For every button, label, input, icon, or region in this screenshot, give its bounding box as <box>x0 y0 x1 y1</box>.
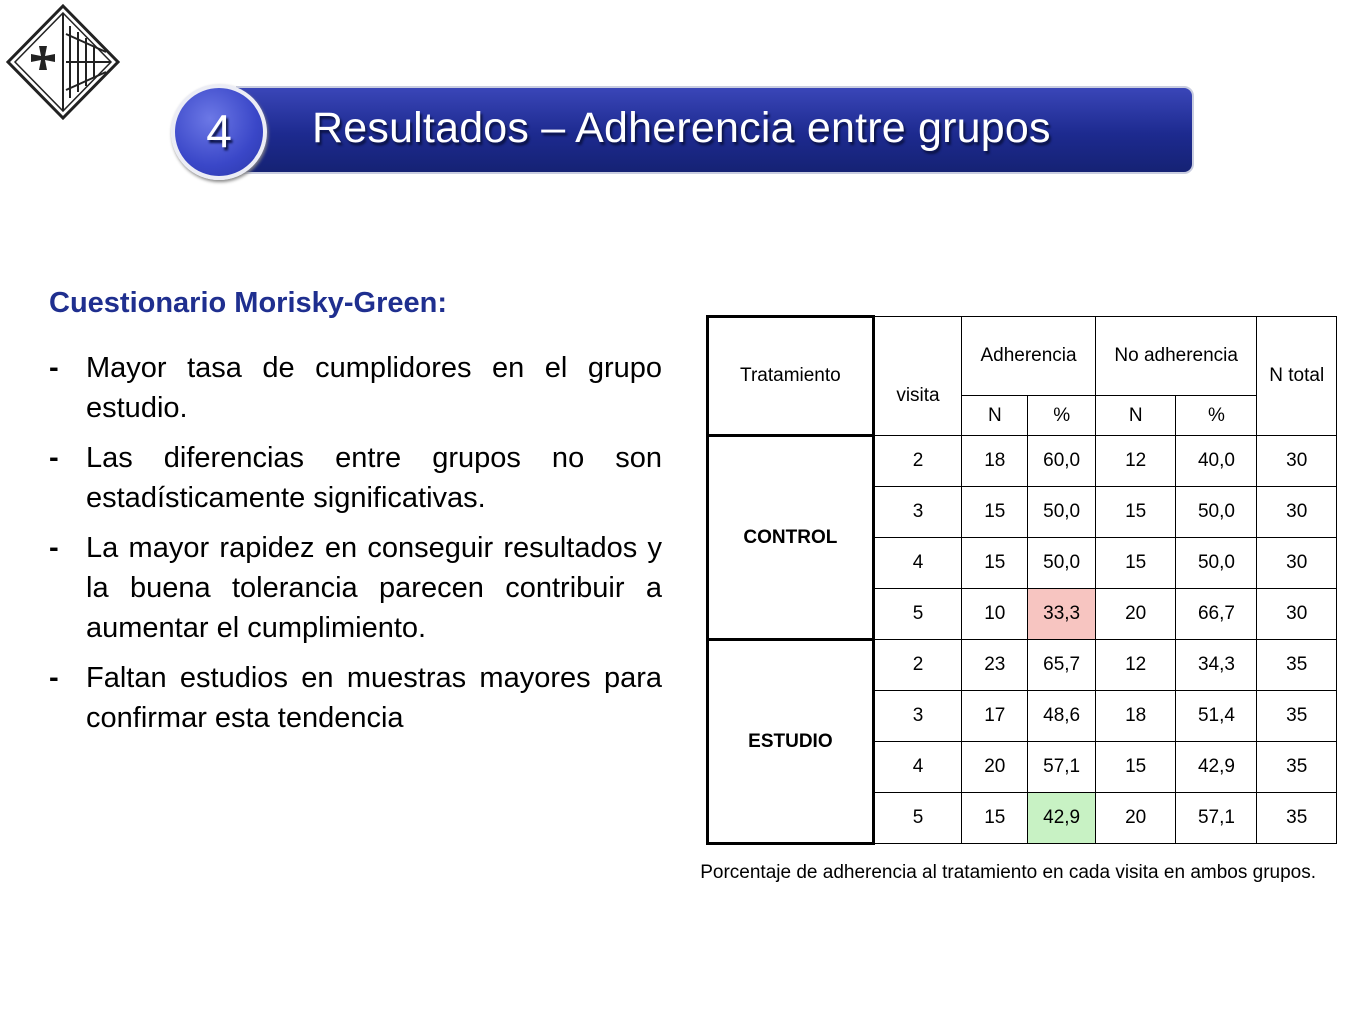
cell-total: 30 <box>1257 538 1337 589</box>
cell-adh-pct: 50,0 <box>1028 538 1095 589</box>
cell-adh-n: 23 <box>962 640 1028 691</box>
cell-no-pct: 51,4 <box>1176 691 1257 742</box>
header-adh-n: N <box>962 396 1028 436</box>
header-adherencia: Adherencia <box>962 317 1096 396</box>
cell-no-pct: 66,7 <box>1176 589 1257 640</box>
cell-no-n: 18 <box>1095 691 1176 742</box>
cell-adh-pct: 57,1 <box>1028 742 1095 793</box>
cell-adh-n: 15 <box>962 538 1028 589</box>
cell-total: 35 <box>1257 793 1337 844</box>
cell-no-n: 15 <box>1095 487 1176 538</box>
cell-adh-pct: 48,6 <box>1028 691 1095 742</box>
cell-total: 30 <box>1257 589 1337 640</box>
section-heading: Cuestionario Morisky-Green: <box>49 287 448 319</box>
bullet-item <box>49 438 662 518</box>
cell-no-pct: 40,0 <box>1176 436 1257 487</box>
cell-no-n: 15 <box>1095 742 1176 793</box>
slide-number: 4 <box>206 105 232 157</box>
cell-adh-pct: 50,0 <box>1028 487 1095 538</box>
cell-no-pct: 50,0 <box>1176 487 1257 538</box>
slide-title: Resultados – Adherencia entre grupos <box>312 104 1051 152</box>
cell-no-pct: 57,1 <box>1176 793 1257 844</box>
cell-no-pct: 42,9 <box>1176 742 1257 793</box>
cell-adh-n: 18 <box>962 436 1028 487</box>
cell-no-pct: 50,0 <box>1176 538 1257 589</box>
header-tratamiento: Tratamiento <box>708 317 874 436</box>
cell-adh-n: 10 <box>962 589 1028 640</box>
table-row <box>708 640 1337 691</box>
adherence-table <box>706 315 1337 845</box>
cell-total: 30 <box>1257 436 1337 487</box>
cell-total: 30 <box>1257 487 1337 538</box>
bullet-text: Faltan estudios en muestras mayores para confirmar esta tendencia <box>86 662 662 734</box>
cell-visita: 2 <box>873 640 961 691</box>
cell-total: 35 <box>1257 691 1337 742</box>
bullet-marker: - <box>49 352 59 384</box>
bullet-text: Las diferencias entre grupos no son estadísticamente significativas. <box>86 442 662 514</box>
bullet-item <box>49 348 662 428</box>
cell-adh-pct: 65,7 <box>1028 640 1095 691</box>
header-no-adherencia: No adherencia <box>1095 317 1257 396</box>
table-caption: Porcentaje de adherencia al tratamiento en cada visita en ambos grupos. <box>700 862 1316 883</box>
cell-total: 35 <box>1257 640 1337 691</box>
table-row <box>708 436 1337 487</box>
cell-visita: 4 <box>873 742 961 793</box>
cell-no-n: 15 <box>1095 538 1176 589</box>
cell-adh-pct-highlight: 33,3 <box>1028 589 1095 640</box>
cell-no-n: 20 <box>1095 589 1176 640</box>
cell-no-pct: 34,3 <box>1176 640 1257 691</box>
cell-visita: 4 <box>873 538 961 589</box>
cell-total: 35 <box>1257 742 1337 793</box>
barcelona-shield-icon <box>6 4 120 120</box>
header-visita: visita <box>873 317 961 436</box>
cell-no-n: 20 <box>1095 793 1176 844</box>
cell-adh-n: 15 <box>962 487 1028 538</box>
header-no-pct: % <box>1176 396 1257 436</box>
slide-number-badge <box>171 84 267 180</box>
cell-adh-n: 20 <box>962 742 1028 793</box>
cell-visita: 3 <box>873 691 961 742</box>
bullet-text: La mayor rapidez en conseguir resultados y la buena tolerancia parecen contribuir a aumentar el cumplimiento. <box>86 532 662 644</box>
cell-no-n: 12 <box>1095 640 1176 691</box>
cell-adh-n: 15 <box>962 793 1028 844</box>
cell-visita: 5 <box>873 589 961 640</box>
group-label-control: CONTROL <box>708 436 874 640</box>
header-adh-pct: % <box>1028 396 1095 436</box>
bullet-marker: - <box>49 442 59 474</box>
cell-adh-pct: 60,0 <box>1028 436 1095 487</box>
cell-visita: 5 <box>873 793 961 844</box>
bullet-text: Mayor tasa de cumplidores en el grupo estudio. <box>86 352 662 424</box>
cell-visita: 3 <box>873 487 961 538</box>
cell-no-n: 12 <box>1095 436 1176 487</box>
cell-adh-n: 17 <box>962 691 1028 742</box>
bullet-item <box>49 528 662 648</box>
group-label-estudio: ESTUDIO <box>708 640 874 844</box>
bullet-marker: - <box>49 532 59 564</box>
bullet-list <box>49 348 662 748</box>
bullet-item <box>49 658 662 738</box>
cell-adh-pct-highlight: 42,9 <box>1028 793 1095 844</box>
header-n-total: N total <box>1257 317 1337 436</box>
header-no-n: N <box>1095 396 1176 436</box>
cell-visita: 2 <box>873 436 961 487</box>
bullet-marker: - <box>49 662 59 694</box>
